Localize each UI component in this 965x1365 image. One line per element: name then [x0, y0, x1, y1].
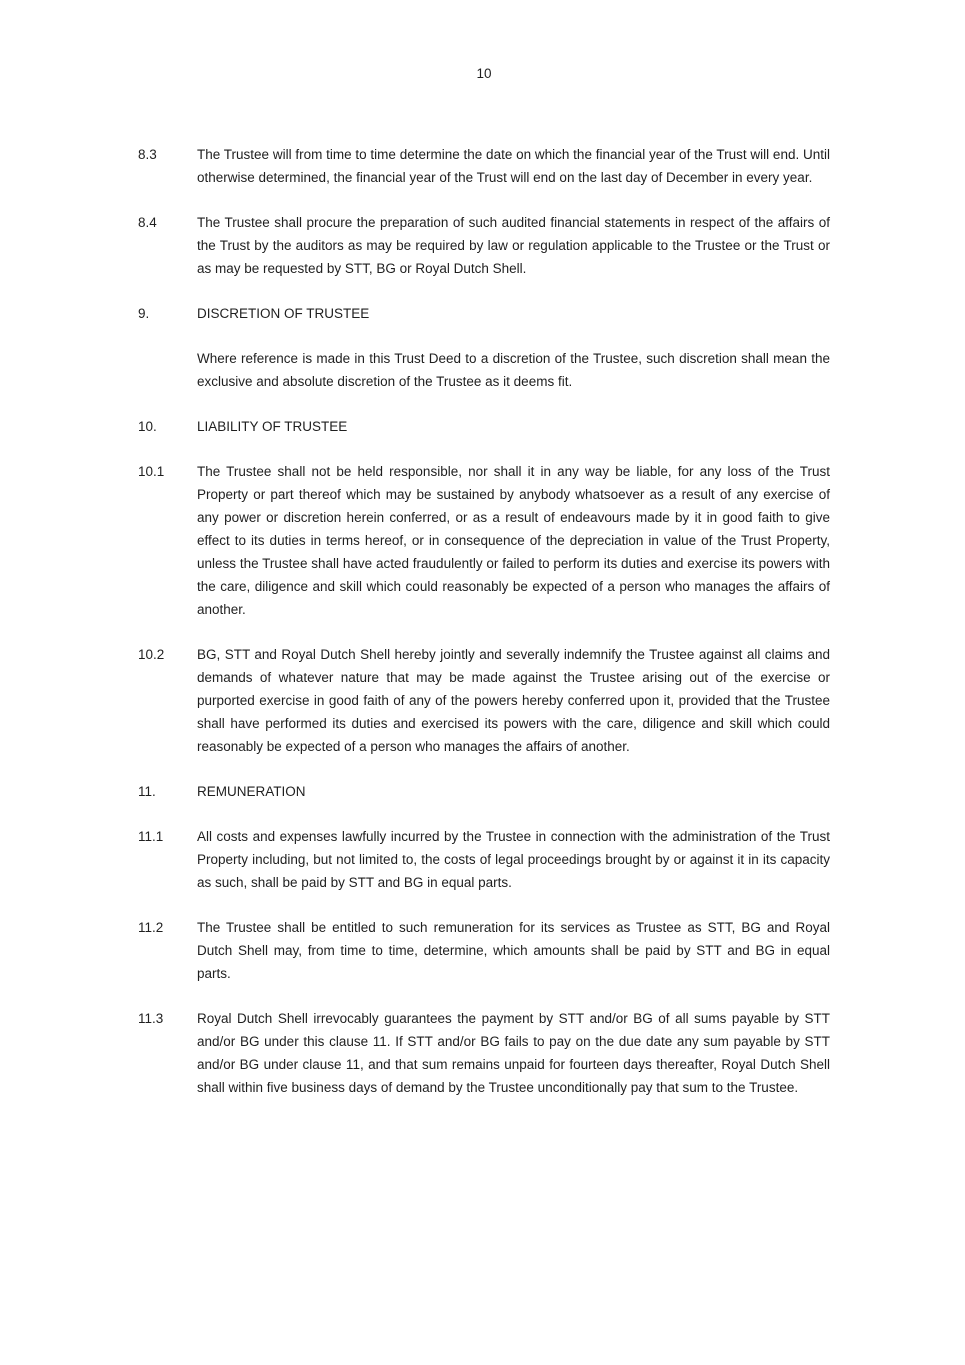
- heading-10-liability-of-trustee: [138, 415, 830, 438]
- heading-9-discretion-of-trustee: [138, 302, 830, 325]
- paragraph-9-body: [138, 347, 830, 393]
- heading-11-remuneration: [138, 780, 830, 803]
- clause-text: The Trustee will from time to time determine the date on which the financial year of the Trust will end. Until otherwise determined, the financial year of the Trust will end on the last day of December in every year.: [197, 147, 830, 185]
- clause-11-3: [138, 1007, 830, 1099]
- clause-10-1: [138, 460, 830, 621]
- clause-text: BG, STT and Royal Dutch Shell hereby jointly and severally indemnify the Trustee against all claims and demands of whatever nature that may be made against the Trustee arising out of the exercise or purported exercise in good faith of any of the powers hereby conferred upon it, provided that the Trustee shall have performed its duties and exercised its powers with the care, diligence and skill which could reasonably be expected of a person who manages the affairs of another.: [197, 647, 830, 754]
- clause-number: 8.3: [138, 147, 157, 162]
- clause-text: The Trustee shall not be held responsible, nor shall it in any way be liable, for any loss of the Trust Property or part thereof which may be sustained by anybody whatsoever as a result of any exercise of any power or discretion herein conferred, or as a result of endeavours made by it in good faith to give effect to its duties in terms hereof, or in consequence of the depreciation in value of the Trust Property, unless the Trustee shall have acted fraudulently or failed to perform its duties and exercise its powers with the care, diligence and skill which could reasonably be expected of a person who manages the affairs of another.: [197, 464, 830, 617]
- clause-text: The Trustee shall procure the preparation of such audited financial statements in respect of the affairs of the Trust by the auditors as may be required by law or regulation applicable to the Trustee or the Trust or as may be requested by STT, BG or Royal Dutch Shell.: [197, 215, 830, 276]
- heading-text: REMUNERATION: [197, 784, 306, 799]
- page-number: 10: [476, 66, 492, 81]
- paragraph-text: Where reference is made in this Trust Deed to a discretion of the Trustee, such discretion shall mean the exclusive and absolute discretion of the Trustee as it deems fit.: [197, 351, 830, 389]
- clause-number: 11.1: [138, 829, 164, 844]
- clause-number: 11.2: [138, 920, 164, 935]
- clause-text: The Trustee shall be entitled to such remuneration for its services as Trustee as STT, BG and Royal Dutch Shell may, from time to time, determine, which amounts shall be paid by STT and BG in equal parts.: [197, 920, 830, 981]
- clause-text: All costs and expenses lawfully incurred by the Trustee in connection with the administration of the Trust Property including, but not limited to, the costs of legal proceedings brought by or against it in its capacity as such, shall be paid by STT and BG in equal parts.: [197, 829, 830, 890]
- clause-text: Royal Dutch Shell irrevocably guarantees the payment by STT and/or BG of all sums payable by STT and/or BG under this clause 11. If STT and/or BG fails to pay on the due date any sum payable by STT and/or BG under clause 11, and that sum remains unpaid for fourteen days thereafter, Royal Dutch Shell shall within five business days of demand by the Trustee unconditionally pay that sum to the Trustee.: [197, 1011, 830, 1095]
- heading-text: LIABILITY OF TRUSTEE: [197, 419, 348, 434]
- heading-number: 11.: [138, 784, 156, 799]
- heading-number: 9.: [138, 306, 150, 321]
- heading-text: DISCRETION OF TRUSTEE: [197, 306, 370, 321]
- heading-number: 10.: [138, 419, 157, 434]
- clause-number: 10.1: [138, 464, 165, 479]
- clause-10-2: [138, 643, 830, 758]
- clause-11-2: [138, 916, 830, 985]
- paragraph-number-spacer: [138, 347, 197, 393]
- clause-8-4: [138, 211, 830, 280]
- clause-number: 11.3: [138, 1011, 164, 1026]
- clause-number: 10.2: [138, 647, 165, 662]
- clause-number: 8.4: [138, 215, 157, 230]
- clause-8-3: [138, 143, 830, 189]
- clause-11-1: [138, 825, 830, 894]
